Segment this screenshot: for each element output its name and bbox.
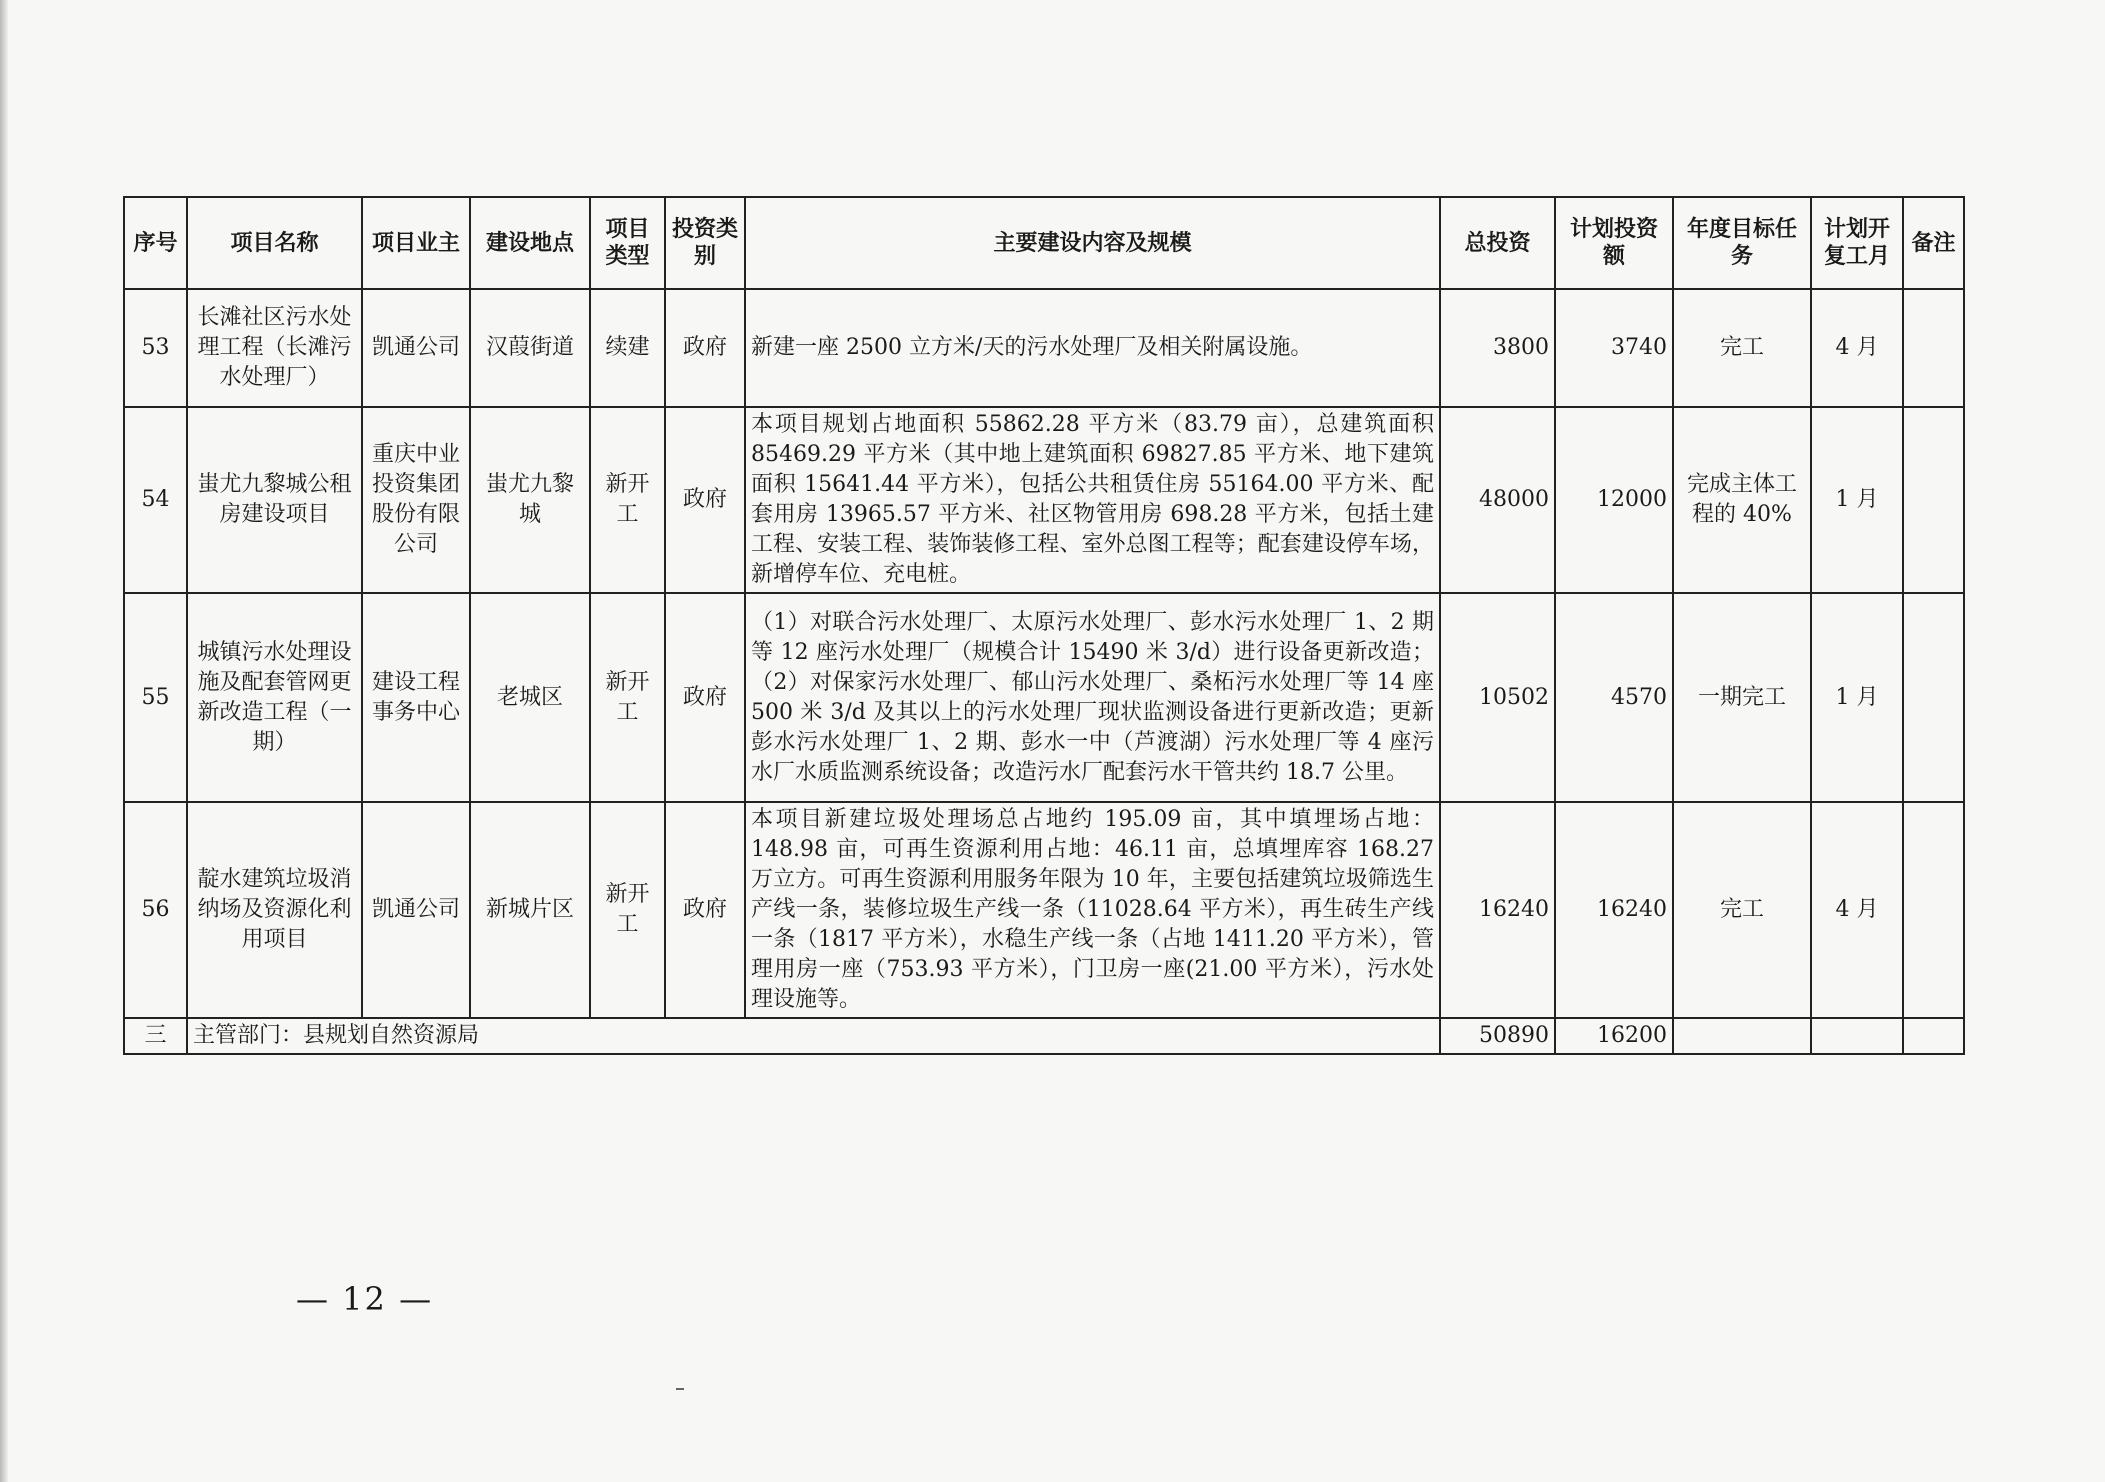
row-type: 新开工 [590, 407, 665, 593]
header-owner: 项目业主 [362, 197, 470, 289]
row-total: 48000 [1440, 407, 1555, 593]
header-type: 项目类型 [590, 197, 665, 289]
header-row [124, 197, 1964, 289]
section-label: 主管部门：县规划自然资源局 [187, 1018, 1440, 1054]
row-note [1903, 289, 1964, 407]
table-row [124, 407, 1964, 593]
row-category: 政府 [665, 289, 745, 407]
row-note [1903, 407, 1964, 593]
row-name: 蚩尤九黎城公租房建设项目 [187, 407, 362, 593]
row-target: 完工 [1673, 289, 1811, 407]
row-location: 汉葭街道 [470, 289, 590, 407]
section-row [124, 1018, 1964, 1054]
row-seq: 53 [124, 289, 187, 407]
row-planned: 3740 [1555, 289, 1673, 407]
scan-edge-shadow [0, 0, 8, 1482]
row-name: 城镇污水处理设施及配套管网更新改造工程（一期） [187, 593, 362, 802]
section-start [1811, 1018, 1903, 1054]
row-target: 一期完工 [1673, 593, 1811, 802]
row-owner: 重庆中业投资集团股份有限公司 [362, 407, 470, 593]
section-number: 三 [124, 1018, 187, 1054]
row-content: （1）对联合污水处理厂、太原污水处理厂、彭水污水处理厂 1、2 期等 12 座污水处理厂（规模合计 15490 米 3/d）进行设备更新改造；（2）对保家污水处理厂、郁山污水处理厂、桑柘污水处理厂等 14 座 500 米 3/d 及其以上的污水处理厂现状监测设备进行更新改造；更新彭水污水处理厂 1、2 期、彭水一中（芦渡湖）污水处理厂等 4 座污水厂水质监测系统设备；改造污水厂配套污水干管共约 18.7 公里。 [745, 593, 1440, 802]
row-category: 政府 [665, 593, 745, 802]
row-note [1903, 593, 1964, 802]
row-category: 政府 [665, 802, 745, 1018]
row-location: 蚩尤九黎城 [470, 407, 590, 593]
row-total: 10502 [1440, 593, 1555, 802]
row-start: 1 月 [1811, 407, 1903, 593]
row-content: 本项目规划占地面积 55862.28 平方米（83.79 亩），总建筑面积 85469.29 平方米（其中地上建筑面积 69827.85 平方米、地下建筑面积 15641.44 平方米），包括公共租赁住房 55164.00 平方米、配套用房 13965.57 平方米、社区物管用房 698.28 平方米，包括土建工程、安装工程、装饰装修工程、室外总图工程等；配套建设停车场，新增停车位、充电桩。 [745, 407, 1440, 593]
scan-speck [676, 1388, 684, 1390]
row-planned: 4570 [1555, 593, 1673, 802]
section-note [1903, 1018, 1964, 1054]
row-owner: 凯通公司 [362, 802, 470, 1018]
header-content: 主要建设内容及规模 [745, 197, 1440, 289]
row-type: 续建 [590, 289, 665, 407]
row-seq: 55 [124, 593, 187, 802]
row-owner: 建设工程事务中心 [362, 593, 470, 802]
row-start: 1 月 [1811, 593, 1903, 802]
section-target [1673, 1018, 1811, 1054]
header-seq: 序号 [124, 197, 187, 289]
row-planned: 12000 [1555, 407, 1673, 593]
row-start: 4 月 [1811, 289, 1903, 407]
row-note [1903, 802, 1964, 1018]
header-target: 年度目标任务 [1673, 197, 1811, 289]
table-row [124, 802, 1964, 1018]
row-location: 老城区 [470, 593, 590, 802]
row-name: 靛水建筑垃圾消纳场及资源化利用项目 [187, 802, 362, 1018]
row-total: 16240 [1440, 802, 1555, 1018]
table-row [124, 593, 1964, 802]
header-note: 备注 [1903, 197, 1964, 289]
row-type: 新开工 [590, 802, 665, 1018]
header-planned: 计划投资额 [1555, 197, 1673, 289]
row-target: 完成主体工程的 40% [1673, 407, 1811, 593]
header-start: 计划开复工月 [1811, 197, 1903, 289]
header-category: 投资类别 [665, 197, 745, 289]
row-target: 完工 [1673, 802, 1811, 1018]
row-content: 本项目新建垃圾处理场总占地约 195.09 亩，其中填埋场占地：148.98 亩，可再生资源利用占地：46.11 亩，总填埋库容 168.27 万立方。可再生资源利用服务年限为 10 年，主要包括建筑垃圾筛选生产线一条，装修垃圾生产线一条（11028.64 平方米），再生砖生产线一条（1817 平方米），水稳生产线一条（占地 1411.20 平方米），管理用房一座（753.93 平方米），门卫房一座(21.00 平方米），污水处理设施等。 [745, 802, 1440, 1018]
section-total: 50890 [1440, 1018, 1555, 1054]
row-content: 新建一座 2500 立方米/天的污水处理厂及相关附属设施。 [745, 289, 1440, 407]
row-category: 政府 [665, 407, 745, 593]
row-total: 3800 [1440, 289, 1555, 407]
section-planned: 16200 [1555, 1018, 1673, 1054]
row-owner: 凯通公司 [362, 289, 470, 407]
row-start: 4 月 [1811, 802, 1903, 1018]
row-seq: 56 [124, 802, 187, 1018]
header-location: 建设地点 [470, 197, 590, 289]
table-row [124, 289, 1964, 407]
row-name: 长滩社区污水处理工程（长滩污水处理厂） [187, 289, 362, 407]
row-seq: 54 [124, 407, 187, 593]
row-type: 新开工 [590, 593, 665, 802]
header-name: 项目名称 [187, 197, 362, 289]
header-total: 总投资 [1440, 197, 1555, 289]
page-number: — 12 — [296, 1280, 434, 1318]
row-planned: 16240 [1555, 802, 1673, 1018]
row-location: 新城片区 [470, 802, 590, 1018]
project-table [123, 196, 1965, 1055]
